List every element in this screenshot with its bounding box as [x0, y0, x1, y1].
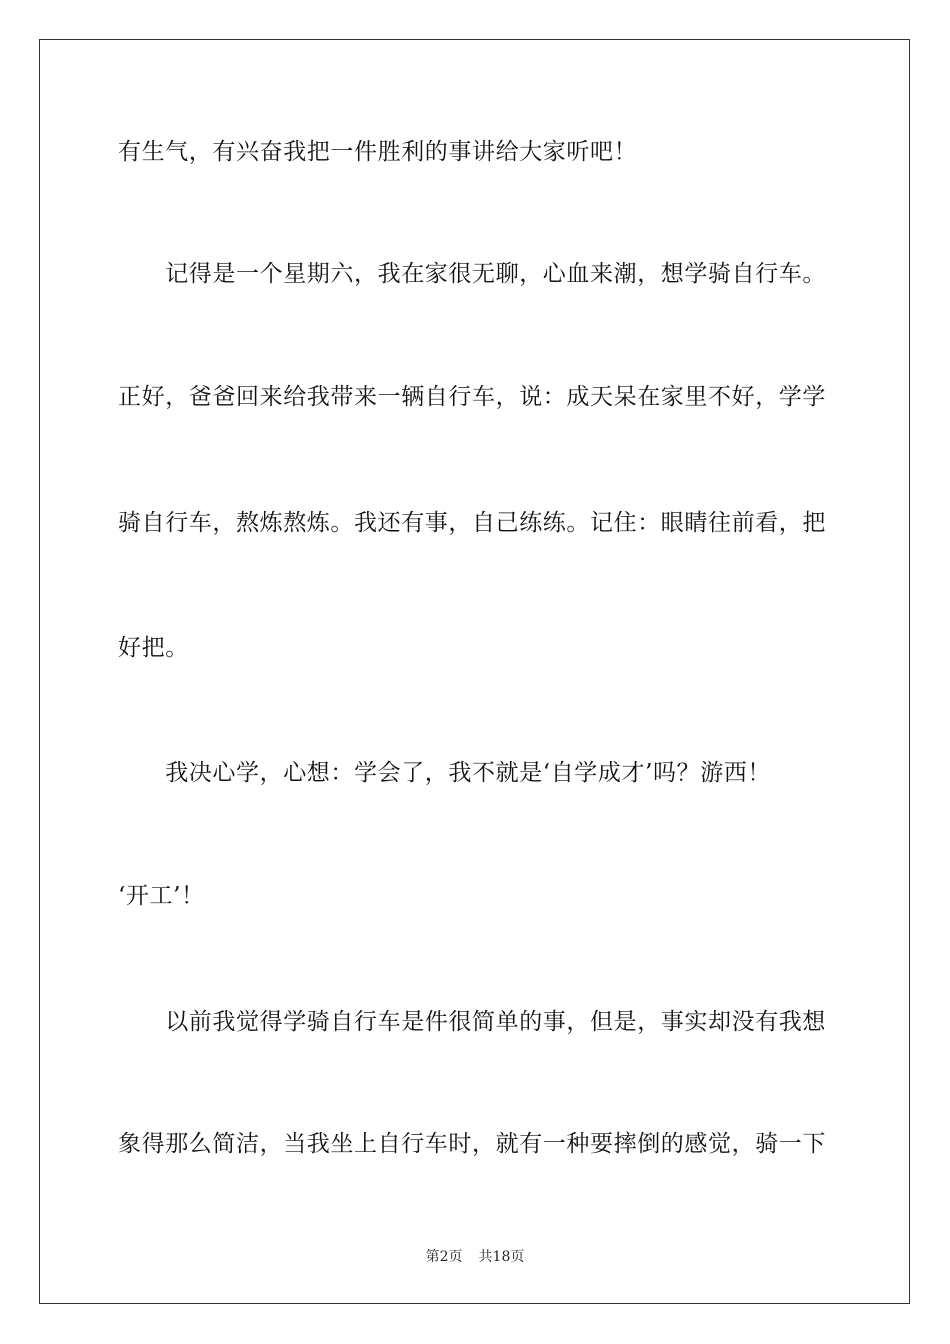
page-border — [39, 39, 910, 1304]
text-line-5: 好把。 — [118, 635, 189, 661]
text-line-9: 象得那么简洁，当我坐上自行车时，就有一种要摔倒的感觉，骑一下 — [118, 1131, 826, 1157]
text-line-6: 我决心学，心想：学会了，我不就是‘自学成才’吗？游西！ — [118, 760, 772, 786]
page-total: 共18页 — [478, 1249, 525, 1265]
text-line-1: 有生气，有兴奋我把一件胜利的事讲给大家听吧！ — [118, 139, 638, 165]
text-line-8: 以前我觉得学骑自行车是件很简单的事，但是，事实却没有我想 — [118, 1009, 826, 1035]
text-line-3: 正好，爸爸回来给我带来一辆自行车，说：成天呆在家里不好，学学 — [118, 384, 826, 410]
page-footer — [0, 1248, 950, 1266]
page-number: 第2页 — [425, 1249, 463, 1265]
text-line-2: 记得是一个星期六，我在家很无聊，心血来潮，想学骑自行车。 — [118, 261, 826, 287]
text-line-4: 骑自行车，熬炼熬炼。我还有事，自己练练。记住：眼睛往前看，把 — [118, 510, 826, 536]
text-line-7: ‘开工’！ — [118, 883, 205, 909]
